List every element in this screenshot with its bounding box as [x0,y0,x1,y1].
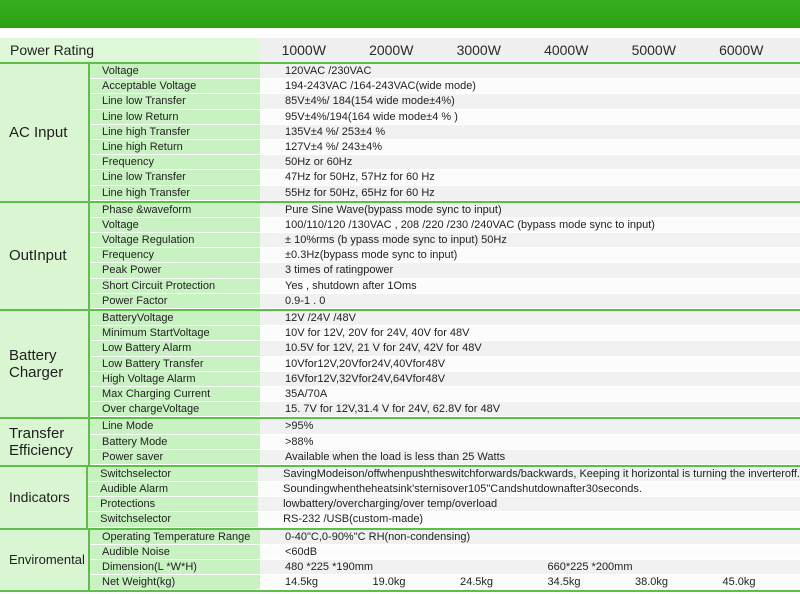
section-ac-input [0,64,800,203]
spec-name: High Voltage Alarm [90,372,260,387]
spec-value-cell: 34.5kg [547,576,581,589]
spec-value: 0.9-1 . 0 [260,294,800,309]
spec-row [90,170,800,185]
spec-value: >88% [260,435,800,450]
spec-value: 95V±4%/194(164 wide mode±4 % ) [260,110,800,125]
spec-value-cell: 45.0kg [722,576,756,589]
spec-name: BatteryVoltage [90,311,260,326]
power-column-header: 4000W [544,42,589,58]
power-column-header: 5000W [631,42,676,58]
section-rows [90,64,800,201]
spec-value-cell: 660*225 *200mm [547,561,633,573]
spec-value: ±0.3Hz(bypass mode sync to input) [260,248,800,263]
spec-name: Voltage Regulation [90,233,260,248]
spec-value: 85V±4%/ 184(154 wide mode±4%) [260,94,800,109]
spec-row [90,279,800,294]
spec-row [90,372,800,387]
spec-value: 47Hz for 50Hz, 57Hz for 60 Hz [260,170,800,185]
spec-name: Line high Transfer [90,186,260,201]
spec-value-cell: 480 *225 *190mm [285,561,374,573]
spec-value: 50Hz or 60Hz [260,155,800,170]
section-label: Enviromental [0,530,90,591]
spec-value: 3 times of ratingpower [260,263,800,278]
spec-value: RS-232 /USB(custom-made) [258,512,800,527]
spec-row [88,497,800,512]
spec-name: Line high Transfer [90,125,260,140]
spec-name: Line low Transfer [90,170,260,185]
spec-name: Frequency [90,248,260,263]
spec-value [260,560,800,575]
section-rows [90,530,800,591]
spec-value: SavingModeison/offwhenpushtheswitchforwards/backwards, Keeping it horizontal is turning the inverteroff. [258,467,800,482]
power-column-header: 1000W [281,42,326,58]
spec-value: 10V for 12V, 20V for 24V, 40V for 48V [260,326,800,341]
spec-value: 10Vfor12V,20Vfor24V,40Vfor48V [260,357,800,372]
spec-name: Over chargeVoltage [90,402,260,417]
section-battery-charger [0,311,800,419]
spec-value: Yes , shutdown after 1Oms [260,279,800,294]
power-column-header: 3000W [456,42,501,58]
spec-name: Line low Return [90,110,260,125]
power-rating-header-row [0,38,800,64]
spec-value-cell: 24.5kg [460,576,494,589]
spec-value: 16Vfor12V,32Vfor24V,64Vfor48V [260,372,800,387]
spec-row [90,402,800,417]
spec-table [0,64,800,592]
power-column-header: 2000W [369,42,414,58]
spec-name: Line low Transfer [90,94,260,109]
spec-value: 127V±4 %/ 243±4% [260,140,800,155]
spec-name: Net Weight(kg) [90,575,260,590]
spec-value: 120VAC /230VAC [260,64,800,79]
spec-value-cell: 14.5kg [285,576,319,589]
spec-value: 194-243VAC /164-243VAC(wide mode) [260,79,800,94]
spec-name: Battery Mode [90,435,260,450]
section-rows [88,467,800,528]
spec-name: Voltage [90,64,260,79]
spec-name: Phase &waveform [90,203,260,218]
spec-value-cell: 19.0kg [372,576,406,589]
spec-row [90,341,800,356]
section-outinput [0,203,800,311]
spec-row [90,575,800,590]
spec-value [260,575,800,590]
spec-value: 10.5V for 12V, 21 V for 24V, 42V for 48V [260,341,800,356]
spec-row [90,387,800,402]
section-transfer-efficiency [0,419,800,467]
spec-value: Pure Sine Wave(bypass mode sync to input) [260,203,800,218]
spec-name: Peak Power [90,263,260,278]
spec-name: Short Circuit Protection [90,279,260,294]
spec-row [90,94,800,109]
spec-name: Acceptable Voltage [90,79,260,94]
power-column-header: 6000W [719,42,764,58]
spec-value: Available when the load is less than 25 Watts [260,450,800,465]
spec-row [90,450,800,465]
spec-name: Low Battery Transfer [90,357,260,372]
section-rows [90,419,800,465]
spec-row [90,311,800,326]
spec-name: Line high Return [90,140,260,155]
power-rating-columns [260,38,800,62]
spec-row [90,530,800,545]
spec-row [90,419,800,434]
spec-row [88,512,800,527]
section-rows [90,311,800,417]
spec-row [90,110,800,125]
section-label: Battery Charger [0,311,90,417]
spec-row [88,482,800,497]
spec-value: 0-40"C,0-90%"C RH(non-condensing) [260,530,800,545]
spec-name: Frequency [90,155,260,170]
spec-row [90,186,800,201]
spec-row [90,64,800,79]
spec-row [90,140,800,155]
spec-value: lowbattery/overcharging/over temp/overload [258,497,800,512]
spec-value: <60dB [260,545,800,560]
spec-value: 100/110/120 /130VAC , 208 /220 /230 /240VAC (bypass mode sync to input) [260,218,800,233]
section-indicators [0,467,800,530]
spec-row [90,155,800,170]
spec-name: Switchselector [88,467,258,482]
spec-row [90,248,800,263]
spec-name: Low Battery Alarm [90,341,260,356]
spec-row [90,560,800,575]
spec-value: 55Hz for 50Hz, 65Hz for 60 Hz [260,186,800,201]
spec-row [90,357,800,372]
spec-value: 35A/70A [260,387,800,402]
spec-name: Audible Noise [90,545,260,560]
section-label: Transfer Efficiency [0,419,90,465]
spec-row [90,218,800,233]
spec-value: 15. 7V for 12V,31.4 V for 24V, 62.8V for 48V [260,402,800,417]
spec-row [90,326,800,341]
power-rating-label: Power Rating [0,38,260,62]
spec-row [90,435,800,450]
spec-name: Minimum StartVoltage [90,326,260,341]
spec-name: Switchselector [88,512,258,527]
top-green-banner [0,0,800,28]
spec-value: Soundingwhentheheatsink'sternisover105"Candshutdownafter30seconds. [258,482,800,497]
spec-value: 12V /24V /48V [260,311,800,326]
spec-value-cell: 38.0kg [635,576,669,589]
section-label: OutInput [0,203,90,309]
spec-row [90,233,800,248]
spec-name: Line Mode [90,419,260,434]
spec-name: Audible Alarm [88,482,258,497]
spec-row [90,203,800,218]
section-label: Indicators [0,467,88,528]
spec-name: Power saver [90,450,260,465]
spec-value: 135V±4 %/ 253±4 % [260,125,800,140]
spec-row [90,125,800,140]
section-label: AC Input [0,64,90,201]
spec-name: Dimension(L *W*H) [90,560,260,575]
spec-name: Max Charging Current [90,387,260,402]
spec-row [90,545,800,560]
section-rows [90,203,800,309]
spec-name: Power Factor [90,294,260,309]
spec-row [90,263,800,278]
spec-name: Voltage [90,218,260,233]
spec-name: Protections [88,497,258,512]
spec-row [88,467,800,482]
section-enviromental [0,530,800,593]
spec-row [90,79,800,94]
spec-row [90,294,800,309]
spec-name: Operating Temperature Range [90,530,260,545]
spec-value: ± 10%rms (b ypass mode sync to input) 50Hz [260,233,800,248]
spec-value: >95% [260,419,800,434]
